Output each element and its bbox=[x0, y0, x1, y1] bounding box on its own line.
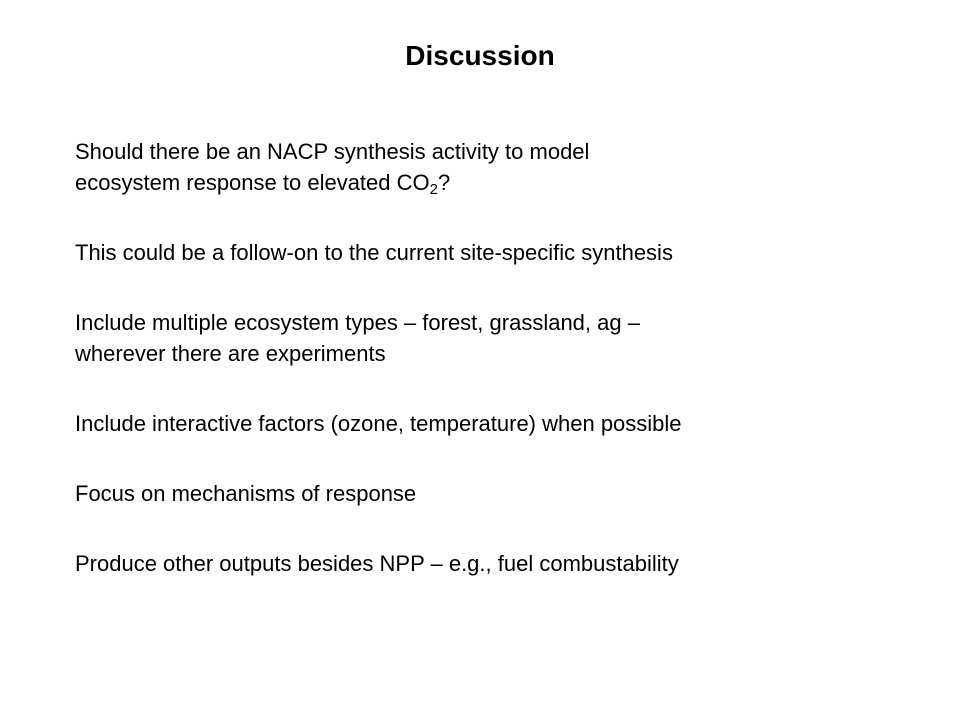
paragraph-mechanisms bbox=[75, 478, 935, 509]
paragraph-nacp-question bbox=[75, 136, 935, 198]
question-mark: ? bbox=[437, 170, 451, 195]
paragraph-line: Should there be an NACP synthesis activity to model bbox=[75, 139, 590, 164]
line-text: ecosystem response to elevated CO bbox=[75, 170, 430, 195]
paragraph-interactive-factors bbox=[75, 408, 935, 439]
slide-body bbox=[75, 136, 935, 579]
paragraph-ecosystem-types bbox=[75, 307, 935, 369]
paragraph-line: Produce other outputs besides NPP – e.g., fuel combustability bbox=[75, 551, 679, 576]
paragraph-line: Focus on mechanisms of response bbox=[75, 481, 417, 506]
paragraph-line: This could be a follow-on to the current site-specific synthesis bbox=[75, 240, 673, 265]
paragraph-line: Include interactive factors (ozone, temperature) when possible bbox=[75, 411, 682, 436]
paragraph-line-with-subscript bbox=[75, 167, 935, 198]
slide-title: Discussion bbox=[405, 40, 555, 71]
paragraph-other-outputs bbox=[75, 548, 935, 579]
paragraph-follow-on bbox=[75, 237, 935, 268]
paragraph-line: Include multiple ecosystem types – forest, grassland, ag – bbox=[75, 310, 640, 335]
paragraph-line: wherever there are experiments bbox=[75, 341, 386, 366]
co2-subscript: 2 bbox=[429, 181, 438, 198]
